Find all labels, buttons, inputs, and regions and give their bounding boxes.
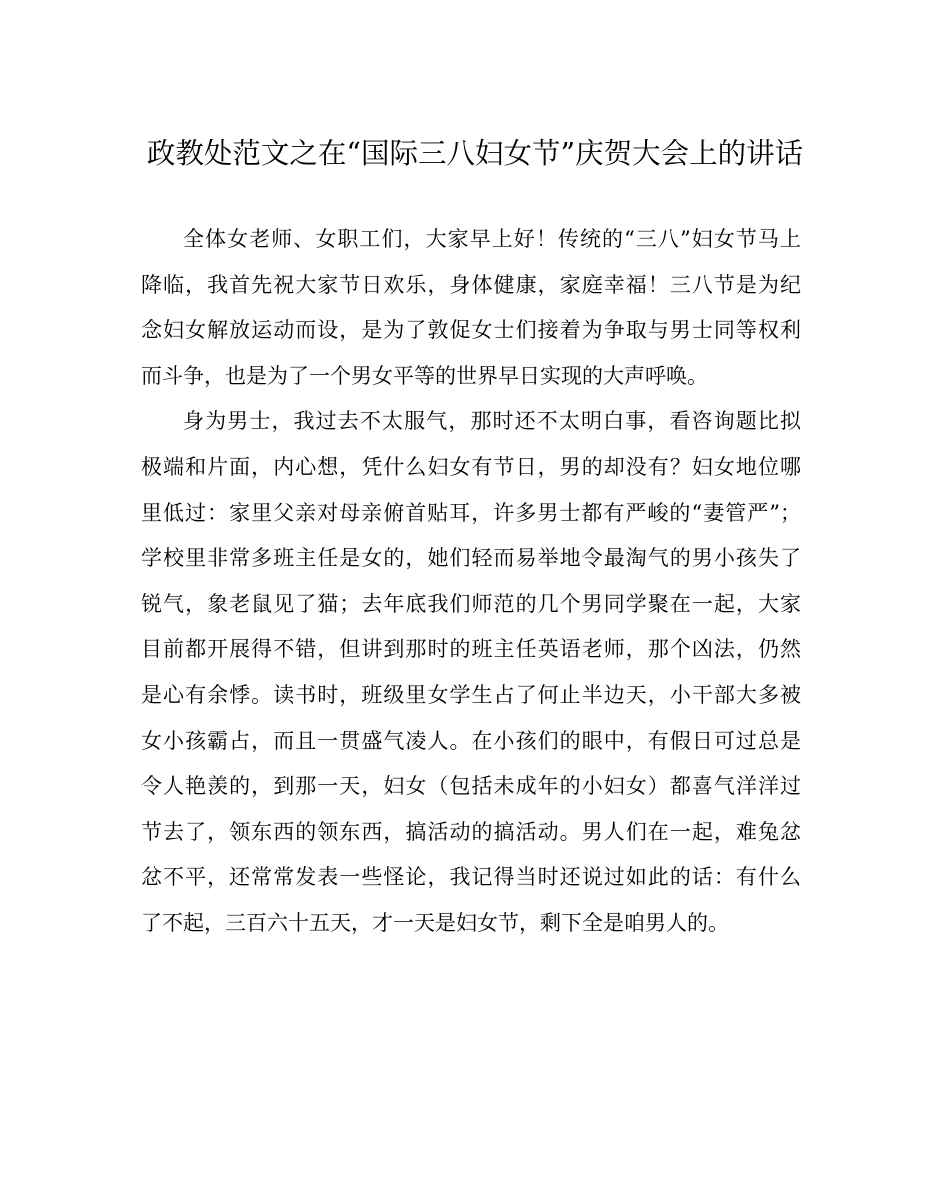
text-line: 身为男士，我过去不太服气，那时还不太明白事，看咨询题比拟 xyxy=(183,409,801,434)
document-title: 政教处范文之在“国际三八妇女节”庆贺大会上的讲话 xyxy=(146,137,804,170)
document-body xyxy=(141,217,801,947)
text-line: 而斗争，也是为了一个男女平等的世界早日实现的大声呼唤。 xyxy=(141,363,708,388)
text-line: 节去了，领东西的领东西，搞活动的搞活动。男人们在一起，难兔忿 xyxy=(141,819,801,844)
text-line: 是心有余悸。读书时，班级里女学生占了何止半边天，小干部大多被 xyxy=(141,682,801,707)
text-line: 忿不平，还常常发表一些怪论，我记得当时还说过如此的话：有什么 xyxy=(141,865,801,890)
text-line: 念妇女解放运动而设，是为了敦促女士们接着为争取与男士同等权利 xyxy=(141,318,801,343)
text-line: 女小孩霸占，而且一贯盛气凌人。在小孩们的眼中，有假日可过总是 xyxy=(141,728,801,753)
text-line: 里低过：家里父亲对母亲俯首贴耳，许多男士都有严峻的“妻管严”； xyxy=(141,500,801,525)
text-line: 了不起，三百六十五天，才一天是妇女节，剩下全是咱男人的。 xyxy=(141,910,729,935)
text-line: 降临，我首先祝大家节日欢乐，身体健康，家庭幸福！三八节是为纪 xyxy=(141,272,801,297)
text-line: 学校里非常多班主任是女的，她们轻而易举地令最淘气的男小孩失了 xyxy=(141,546,801,571)
text-line: 目前都开展得不错，但讲到那时的班主任英语老师，那个凶法，仍然 xyxy=(141,637,801,662)
text-line: 极端和片面，内心想，凭什么妇女有节日，男的却没有？妇女地位哪 xyxy=(141,454,801,479)
text-line: 全体女老师、女职工们，大家早上好！传统的“三八”妇女节马上 xyxy=(183,227,801,251)
text-line: 令人艳羡的，到那一天，妇女（包括未成年的小妇女）都喜气洋洋过 xyxy=(141,774,801,799)
paragraph-1 xyxy=(141,217,801,399)
text-line: 锐气，象老鼠见了猫；去年底我们师范的几个男同学聚在一起，大家 xyxy=(141,591,801,616)
paragraph-2 xyxy=(141,399,801,946)
